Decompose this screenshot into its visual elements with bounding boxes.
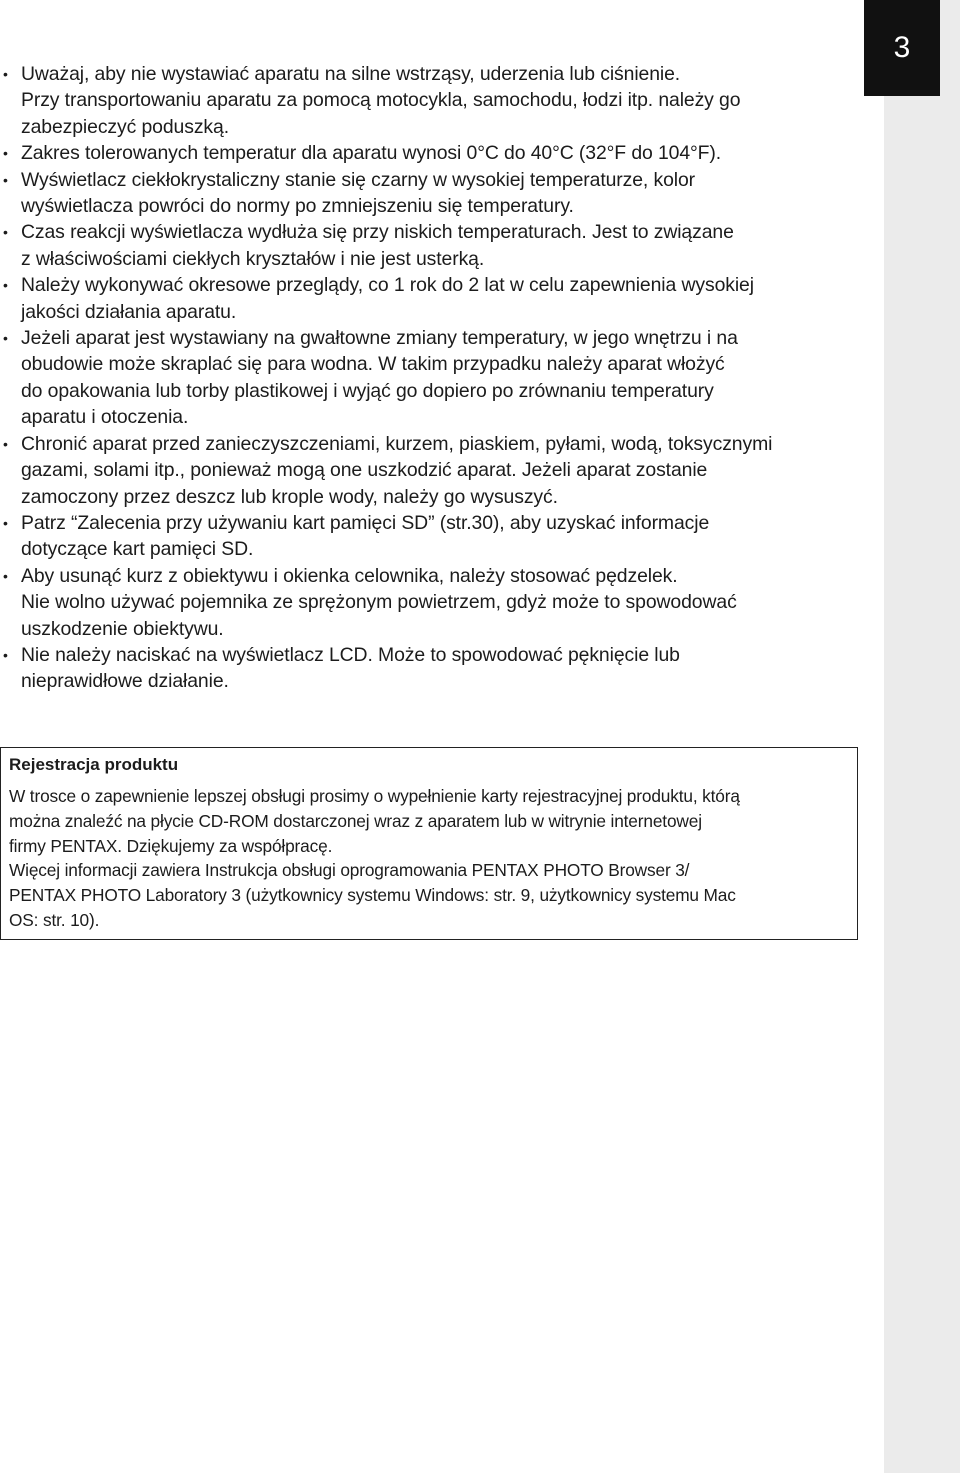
bullet-icon: •: [3, 277, 8, 294]
registration-title: Rejestracja produktu: [9, 755, 179, 774]
page-number-tab: 3: [864, 0, 940, 96]
list-item: [0, 167, 870, 220]
bullet-icon: •: [3, 646, 8, 663]
side-margin-strip: [884, 0, 960, 1473]
bullet-icon: •: [3, 514, 8, 531]
bullet-icon: •: [3, 145, 8, 162]
list-item-text: Patrz “Zalecenia przy używaniu kart pamięci SD” (str.30), aby uzyskać informacje dotyczące kart pamięci SD.: [21, 511, 710, 561]
list-item: [0, 140, 870, 166]
list-item: [0, 219, 870, 272]
list-item: [0, 272, 870, 325]
list-item-text: Chronić aparat przed zanieczyszczeniami, kurzem, piaskiem, pyłami, wodą, toksycznymi gazami, solami itp., ponieważ mogą one uszkodzić aparat. Jeżeli aparat zostanie zamoczony przez deszcz lub krople wody, należy go wysuszyć.: [21, 432, 773, 508]
list-item-text: Zakres tolerowanych temperatur dla aparatu wynosi 0°C do 40°C (32°F do 104°F).: [21, 142, 722, 165]
precautions-list: [0, 61, 870, 695]
list-item: [0, 61, 870, 140]
list-item-text: Czas reakcji wyświetlacza wydłuża się przy niskich temperaturach. Jest to związane z właściwościami ciekłych kryształów i nie jest usterką.: [21, 221, 734, 270]
bullet-icon: •: [3, 224, 8, 241]
list-item-text: Nie należy naciskać na wyświetlacz LCD. Może to spowodować pęknięcie lub nieprawidłowe działanie.: [21, 643, 680, 693]
bullet-icon: •: [3, 171, 8, 188]
list-item-text: Aby usunąć kurz z obiektywu i okienka celownika, należy stosować pędzelek. Nie wolno używać pojemnika ze sprężonym powietrzem, gdyż może to spowodować uszkodzenie obiektywu.: [21, 564, 737, 640]
bullet-icon: •: [3, 66, 8, 82]
registration-body: W trosce o zapewnienie lepszej obsługi prosimy o wypełnienie karty rejestracyjnej produktu, którą można znaleźć na płycie CD-ROM dostarczonej wraz z aparatem lub w witrynie internetowej firmy PENTAX. Dziękujemy za współpracę. Więcej informacji zawiera Instrukcja obsługi oprogramowania PENTAX PHOTO Browser 3/ PENTAX PHOTO Laboratory 3 (użytkownicy systemu Windows: str. 9, użytkownicy systemu Mac OS: str. 10).: [9, 786, 740, 930]
list-item-text: Wyświetlacz ciekłokrystaliczny stanie się czarny w wysokiej temperaturze, kolor wyświetlacza powróci do normy po zmniejszeniu się temperatury.: [21, 168, 696, 218]
list-item: [0, 431, 870, 510]
list-item-text: Uważaj, aby nie wystawiać aparatu na silne wstrząsy, uderzenia lub ciśnienie. Przy transportowaniu aparatu za pomocą motocykla, samochodu, łodzi itp. należy go zabezpieczyć poduszką.: [21, 63, 741, 138]
list-item-text: Należy wykonywać okresowe przeglądy, co 1 rok do 2 lat w celu zapewnienia wysokiej jakości działania aparatu.: [21, 274, 754, 323]
list-item: [0, 563, 870, 642]
bullet-icon: •: [3, 435, 8, 452]
list-item: [0, 642, 870, 695]
list-item: [0, 510, 870, 563]
bullet-icon: •: [3, 567, 8, 584]
bullet-icon: •: [3, 330, 8, 347]
list-item: [0, 325, 870, 431]
list-item-text: Jeżeli aparat jest wystawiany na gwałtowne zmiany temperatury, w jego wnętrzu i na obudowie może skraplać się para wodna. W takim przypadku należy aparat włożyć do opakowania lub torby plastikowej i wyjąć go dopiero po zrównaniu temperatury aparatu i otoczenia.: [21, 327, 738, 429]
